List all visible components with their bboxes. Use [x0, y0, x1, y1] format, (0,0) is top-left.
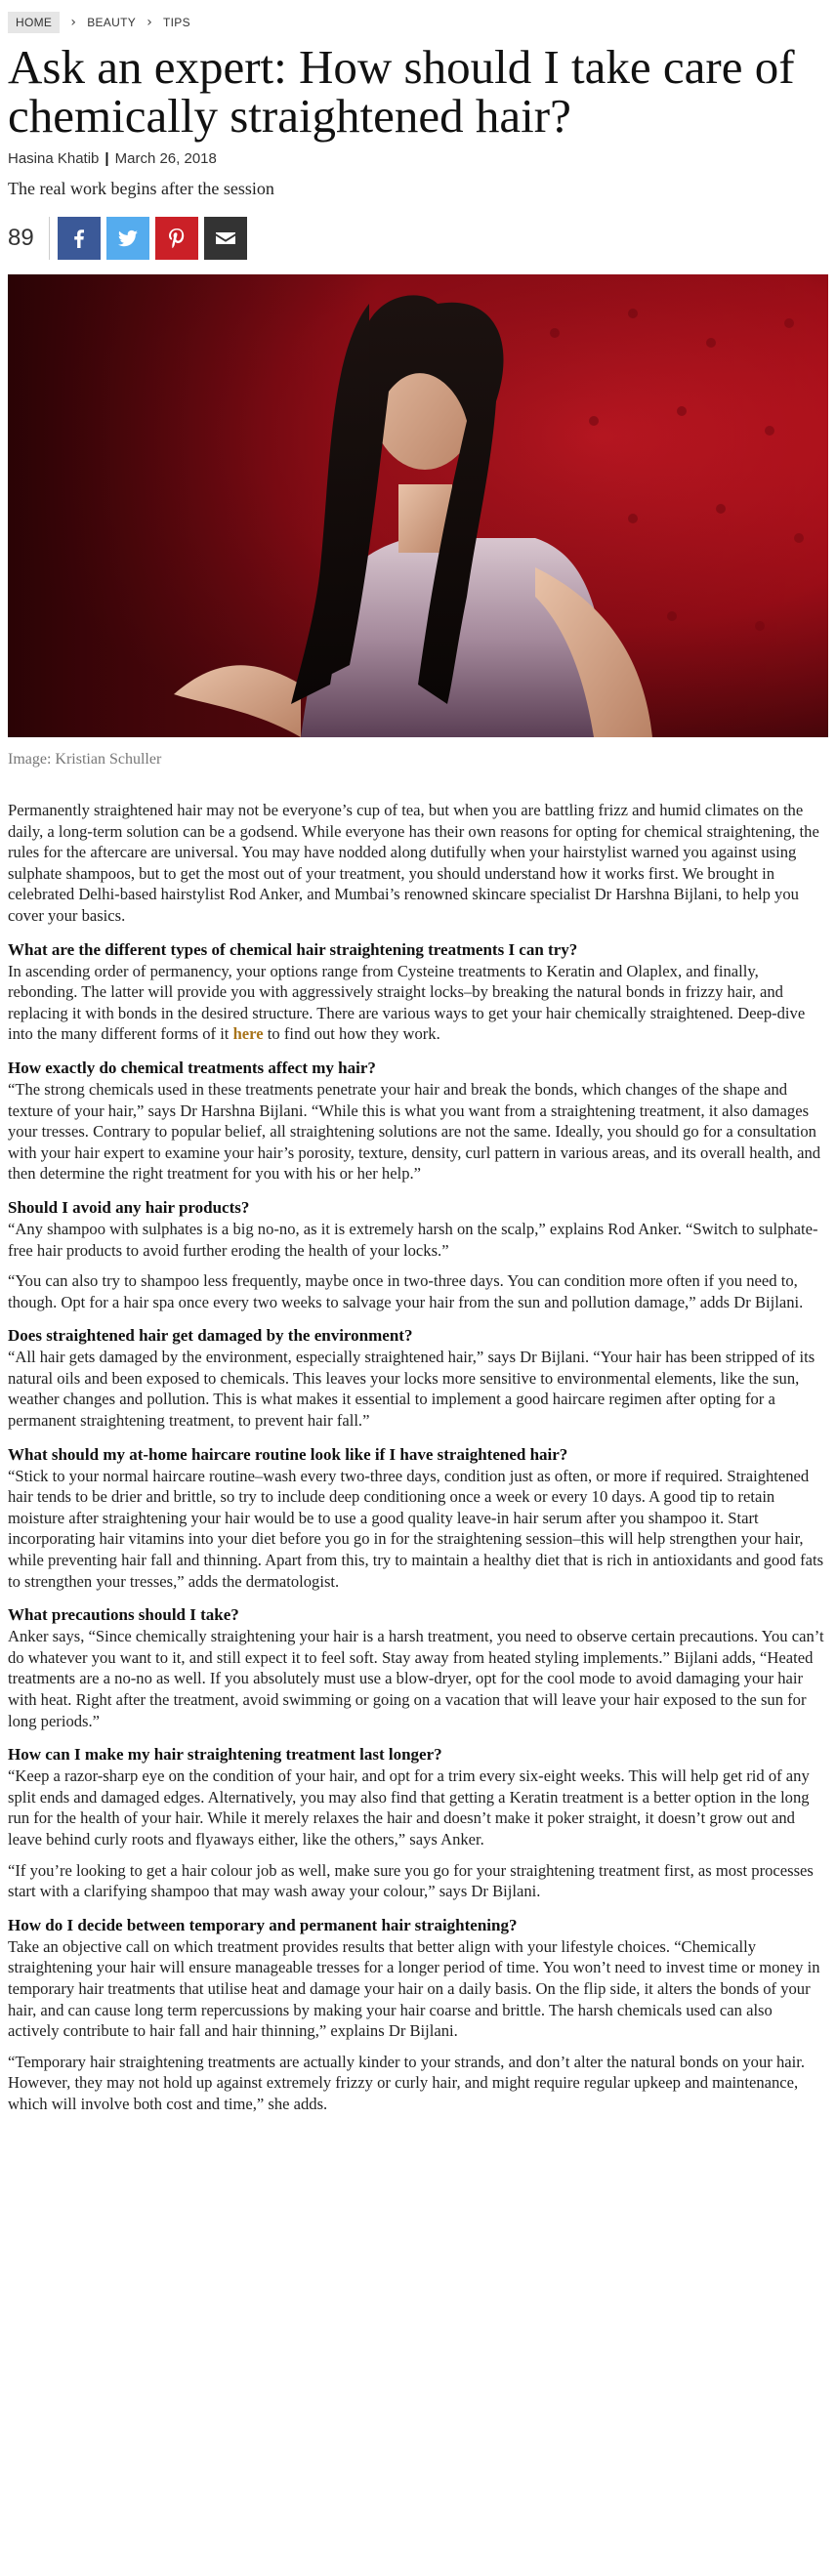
publish-date: March 26, 2018	[114, 150, 217, 167]
chevron-right-icon: ›	[70, 15, 76, 30]
envelope-icon	[214, 227, 237, 250]
answer-paragraph: “All hair gets damaged by the environment, especially straightened hair,” says Dr Bijlani. “Your hair has been stripped of its natural oils and been exposed to chemicals. This leaves your locks more sensitive to environmental elements, like the sun, weather changes and pollution. This is what makes it essential to implement a good haircare regimen after opting for a permanent straightening treatment, to prevent hair fall.”	[8, 1348, 815, 1431]
facebook-share-button[interactable]	[58, 217, 101, 260]
article-body	[8, 800, 826, 2115]
hero-image	[8, 274, 828, 737]
breadcrumb-beauty[interactable]: BEAUTY	[87, 16, 137, 29]
answer-paragraph: In ascending order of permanency, your options range from Cysteine treatments to Keratin and Olaplex, and finally, rebonding. The latter will provide you with aggressively straight locks–by breaking the natural bonds in frizzy hair, and replacing it with bonds in the desired structure. There are various ways to get your hair chemically straightened. Deep-dive into the many different forms of it here to find out how they work.	[8, 961, 806, 1044]
answer-paragraph: “If you’re looking to get a hair colour job as well, make sure you go for your straightening treatment first, as most processes start with a clarifying shampoo that may wash away your colour,” says Dr Bijlani.	[8, 1860, 814, 1901]
email-share-button[interactable]	[204, 217, 247, 260]
question-heading: What are the different types of chemical hair straightening treatments I can try?	[8, 939, 578, 959]
breadcrumb-tips[interactable]: TIPS	[163, 16, 190, 29]
article-subtitle: The real work begins after the session	[8, 179, 274, 198]
question-heading: What precautions should I take?	[8, 1605, 239, 1625]
question-heading: How can I make my hair straightening treatment last longer?	[8, 1745, 442, 1765]
question-heading: How exactly do chemical treatments affect my hair?	[8, 1058, 376, 1077]
answer-paragraph: “The strong chemicals used in these treatments penetrate your hair and break the bonds, which changes of the shape and texture of your hair,” says Dr Harshna Bijlani. “While this is what you want from a straightening treatment, it also damages your tresses. Contrary to popular belief, all straightening solutions are not the same. Ideally, you should go for a consultation with your hair expert to examine your hair’s porosity, texture, density, curl pattern in various areas, and its overall health, and then determine the right treatment for you with his or her help.”	[8, 1079, 821, 1184]
breadcrumb-home[interactable]: HOME	[8, 12, 60, 33]
answer-paragraph: “You can also try to shampoo less frequently, maybe once in two-three days. You can condition more often if you need to, though. Opt for a hair spa once every two weeks to salvage your hair from the sun and pollution damage,” adds Dr Bijlani.	[8, 1271, 804, 1311]
answer-paragraph: “Temporary hair straightening treatments are actually kinder to your strands, and don’t alter the natural bonds on your hair. However, they may not hold up against extremely frizzy or curly hair, and might require regular upkeep and maintenance, which will involve both cost and time,” she adds.	[8, 2052, 805, 2113]
twitter-icon	[116, 227, 140, 250]
answer-paragraph: Take an objective call on which treatment provides results that better align with your lifestyle choices. “Chemically straightening your hair will ensure manageable tresses for a longer period of time. You won’t need to invest time or money in temporary hair treatments that utilise heat and damage your hair on a daily basis. On the flip side, it alters the bonds of your hair, and can cause long term repercussions by making your hair coarse and brittle. The harsh chemicals used can also actively contribute to hair fall and hair thinning,” explains Dr Bijlani.	[8, 1936, 820, 2041]
article-title: Ask an expert: How should I take care of chemically straightened hair?	[8, 40, 795, 143]
pinterest-share-button[interactable]	[155, 217, 198, 260]
question-heading: Does straightened hair get damaged by the environment?	[8, 1326, 413, 1346]
facebook-icon	[67, 227, 91, 250]
woman-portrait-image	[8, 274, 828, 737]
here-link[interactable]: here	[232, 1024, 264, 1044]
pinterest-icon	[165, 227, 188, 250]
article-page	[0, 10, 836, 2115]
image-caption: Image: Kristian Schuller	[8, 751, 162, 768]
answer-paragraph: “Any shampoo with sulphates is a big no-no, as it is extremely harsh on the scalp,” explains Rod Anker. “Switch to sulphate-free hair products to avoid further eroding the health of your locks.”	[8, 1219, 818, 1260]
article-meta	[8, 150, 828, 167]
intro-paragraph: Permanently straightened hair may not be everyone’s cup of tea, but when you are battling frizz and humid climates on the daily, a long-term solution can be a godsend. While everyone has their own reasons for opting for chemical straightening, the rules for the aftercare are universal. You may have nodded along dutifully when your hairstylist warned you against using sulphate shampoos, but to get the most out of your treatment, you should understand how it works first. We brought in celebrated Delhi-based hairstylist Rod Anker, and Mumbai’s renowned skincare specialist Dr Harshna Bijlani, to help you cover your basics.	[8, 801, 819, 925]
share-count: 89	[8, 225, 34, 251]
answer-paragraph: “Stick to your normal haircare routine–wash every two-three days, condition just as often, or more if required. Straightened hair tends to be drier and brittle, so try to include deep conditioning once a week or every 10 days. A good tip to retain moisture after straightening your hair would be to use a good quality leave-in hair serum after you shampoo it. Start incorporating hair vitamins into your diet before you go in for the straightening session–this will help strengthen your hair, while preventing hair fall and thinning. Apart from this, try to maintain a healthy diet that is rich in antioxidants and good fats to strengthen your tresses,” adds the dermatologist.	[8, 1466, 824, 1591]
question-heading: Should I avoid any hair products?	[8, 1197, 250, 1217]
answer-paragraph: Anker says, “Since chemically straightening your hair is a harsh treatment, you need to observe certain precautions. You can’t do whatever you want to it, and still expect it to feel soft. Stay away from heated styling implements.” Bijlani adds, “Heated treatments are a no-no as well. If you absolutely must use a blow-dryer, opt for the cool mode to avoid damaging your hair with heat. Right after the treatment, avoid swimming or going on a vacation that will leave your hair exposed to the sun for long periods.”	[8, 1627, 824, 1730]
twitter-share-button[interactable]	[106, 217, 149, 260]
answer-paragraph: “Keep a razor-sharp eye on the condition of your hair, and opt for a trim every six-eight weeks. This will help get rid of any split ends and damaged edges. Alternatively, you may also find that getting a Keratin treatment is a better option in the long run for the health of your hair. While it merely relaxes the hair and doesn’t make it poker straight, it doesn’t grow out and leave behind curly roots and flyaways either, like the others,” says Anker.	[8, 1766, 810, 1849]
share-divider	[49, 217, 50, 260]
meta-divider: |	[104, 150, 109, 167]
breadcrumb	[8, 10, 828, 35]
question-heading: How do I decide between temporary and permanent hair straightening?	[8, 1915, 518, 1934]
question-heading: What should my at-home haircare routine look like if I have straightened hair?	[8, 1444, 568, 1464]
share-bar	[8, 216, 828, 261]
chevron-right-icon: ›	[146, 15, 152, 30]
author-name[interactable]: Hasina Khatib	[8, 150, 100, 167]
